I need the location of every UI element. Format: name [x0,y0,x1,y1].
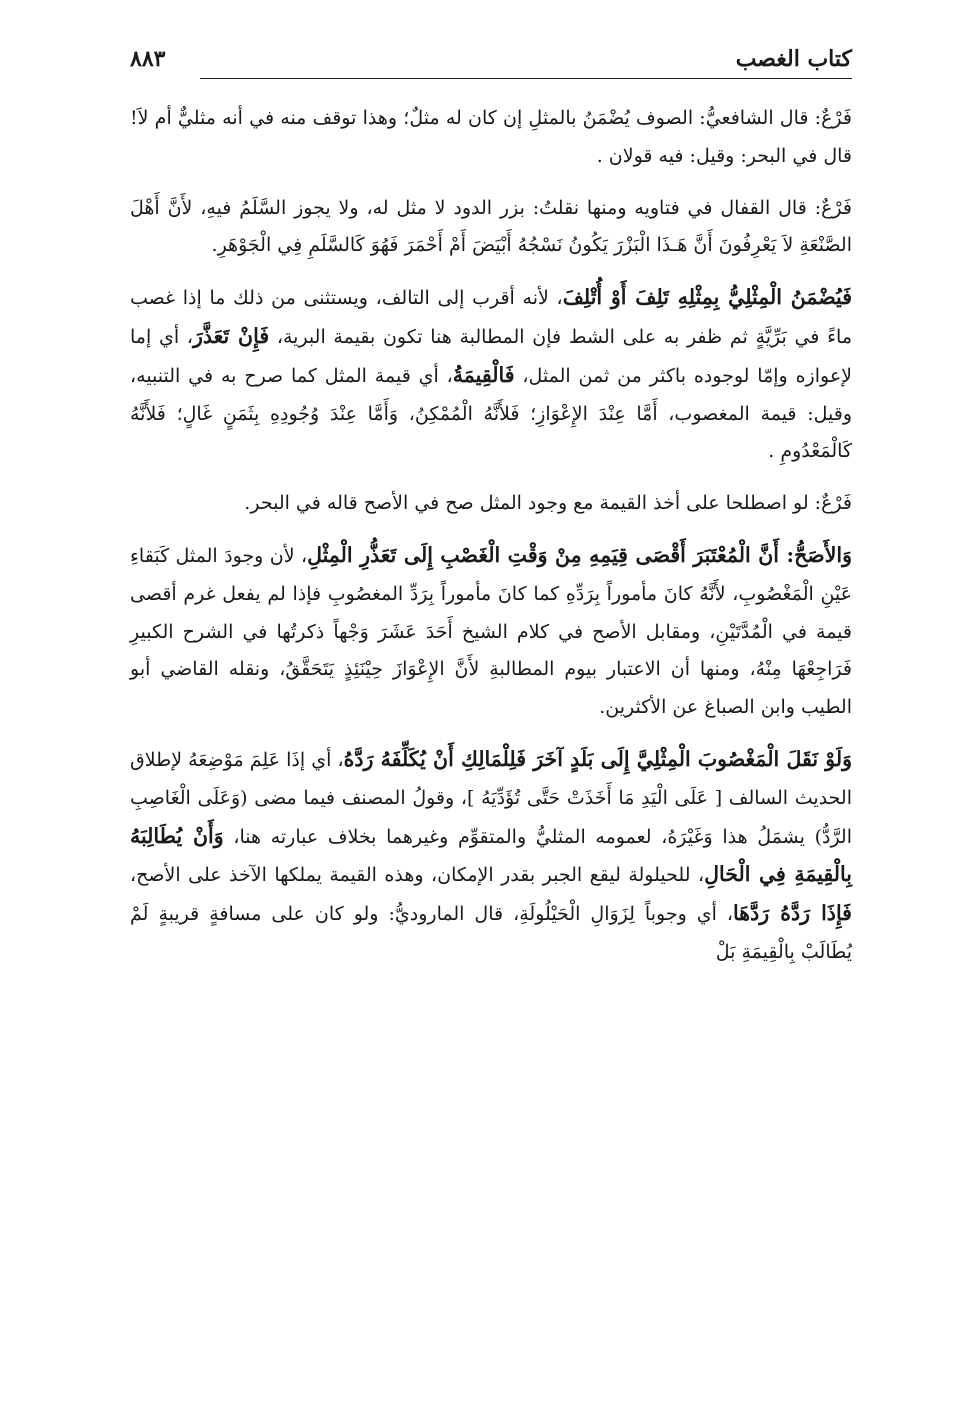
commentary-text: ، لأنه أقرب إلى التالف، ويستثنى من ذلك ما إذا غصب ماءً في بَرِّيَّةٍ ثم ظفر به على الشط فإن المطالبة هنا تكون بقيمة البرية، [130,287,852,348]
matn-text: فَالْقِيمَةُ [452,362,515,387]
header-rule [200,78,852,79]
paragraph [130,279,852,471]
commentary-text: فَرْعٌ: لو اصطلحا على أخذ القيمة مع وجود المثل صح في الأصح قاله في البحر. [244,492,852,515]
matn-text: وَأَنْ يُطَالِبَهُ بِالْقِيمَةِ فِي الْحَالِ [130,823,853,887]
paragraph [130,100,852,176]
page-number: ٨٨٣ [130,46,166,72]
paragraph [130,741,852,972]
matn-text: وَلَوْ نَقَلَ الْمَغْصُوبَ الْمِثْلِيَّ إِلَى بَلَدٍ آخَرَ فَلِلْمَالِكِ أَنْ يُكَلِّفَهُ رَدَّهُ [343,746,852,771]
body-text [130,100,852,986]
commentary-text: ، للحيلولة ليقع الجبر بقدر الإمكان، وهذه القيمة يملكها الآخذ على الأصح، [130,864,705,887]
commentary-text: ، أي إما لإعوازه وإمّا لوجوده باكثر من ثمن المثل، [130,325,852,387]
commentary-text: ، لأن وجودَ المثل كَبَقاءِ عَيْنِ الْمَغْصُوبِ، لأَنَّهُ كانَ مأموراً بِرَدِّهِ كما كانَ مأموراً بِرَدِّ المغصُوبِ فإذا لم يفعل غرم أقصى قيمة في الْمُدَّتَيْنِ، ومقابل الأصح في كلام الشيخ أَحَدَ عَشَرَ وَجْهاً ذكرتُها في الشرح الكبيرِ فَرَاجِعْهَا مِنْهُ، ومنها أن الاعتبار بيوم المطالبةِ لأَنَّ الإِعْوَازَ حِيْنَئِذٍ يَتَحَقَّقُ، ونقله القاضي أبو الطيب وابن الصباغ عن الأكثرين. [130,544,852,719]
matn-text: فَإِنْ تَعَذَّرَ [192,323,270,348]
matn-text: فَإِذَا رَدَّهُ رَدَّهَا [733,901,852,926]
paragraph [130,537,852,727]
matn-text: وَالأَصَحُّ: أَنَّ الْمُعْتَبَرَ أَقْصَى قِيَمِهِ مِنْ وَقْتِ الْغَصْبِ إِلَى تَعَذُّرِ الْمِثْلِ [307,542,852,567]
page-header [130,44,852,84]
paragraph [130,485,852,523]
matn-text: فَيُضْمَنُ الْمِثْلِيُّ بِمِثْلِهِ تَلِفَ أَوْ أُتْلِفَ [562,285,852,310]
running-title: كتاب الغصب [735,46,852,72]
paragraph [130,190,852,266]
commentary-text: ، أي وجوباً لِزَوَالِ الْحَيْلُولَةِ، قال الماروديُّ: ولو كان على مسافةٍ قريبةٍ لَمْ يُطَالَبْ بِالْقِيمَةِ بَلْ [130,903,852,963]
commentary-text: فَرْعٌ: قال القفال في فتاويه ومنها نقلتُ: بزر الدود لا مثل له، ولا يجوز السَّلَمُ فيهِ، لأَنَّ أَهْلَ الصَّنْعَةِ لاَ يَعْرِفُونَ أَنَّ هَـذَا الْبَزْرَ يَكُونُ نَسْجُهُ أَبْيَضَ أَمْ أَحْمَرَ فَهُوَ كَالسَّلَمِ فِي الْجَوْهَرِ. [130,196,852,257]
commentary-text: ، أي قيمة المثل كما صرح به في التنبيه، وقيل: قيمة المغصوب، أَمَّا عِنْدَ الإِعْوَازِ؛ فَلأَنَّهُ الْمُمْكِنُ، وَأَمَّا عِنْدَ وُجُودِهِ بِثَمَنٍ غَالٍ؛ فَلأَنَّهُ كَالْمَعْدُومِ . [130,364,852,463]
commentary-text: ، أي إذَا عَلِمَ مَوْضِعَهُ لإطلاق الحديث السالف [ عَلَى الْيَدِ مَا أَخَذَتْ حَتَّى تُؤَدِّيَهُ ]، وقولُ المصنف فيما مضى (وَعَلَى الْغَاصِبِ الرَّدُّ) يشمَلُ هذا وَغَيْرَهُ، لعمومه المثليُّ والمتقوِّم وغيرهما بخلاف عبارته هنا، [130,748,853,848]
commentary-text: فَرْعٌ: قال الشافعيُّ: الصوف يُضْمَنُ بالمثلِ إن كان له مثلٌ؛ وهذا توقف منه في أنه مثليٌّ أم لاَ! قال في البحر: وقيل: فيه قولان . [130,107,852,167]
